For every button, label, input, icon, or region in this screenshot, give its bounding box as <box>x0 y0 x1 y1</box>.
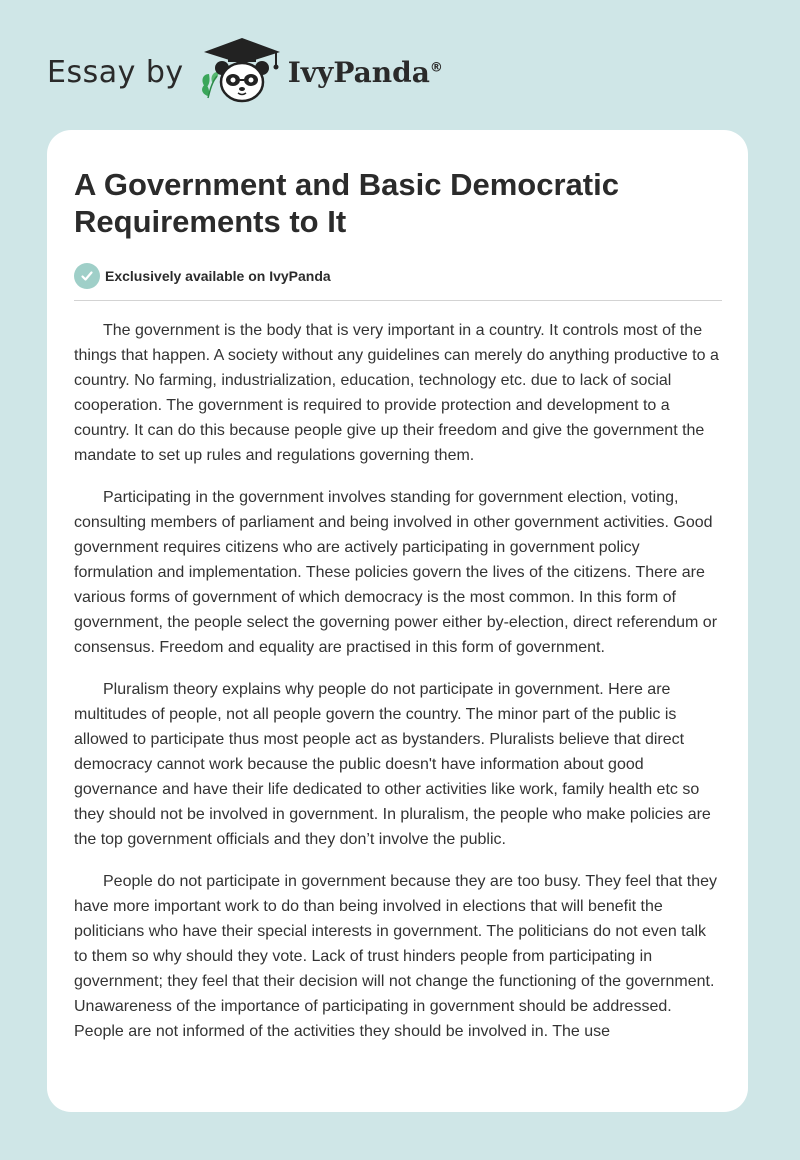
essay-card <box>47 130 748 1112</box>
essay-paragraph: Participating in the government involves standing for government election, voting, consulting members of parliament and being involved in other government activities. Good government requires citizens who are actively participating in government policy formulation and implementation. These policies govern the lives of the citizens. There are various forms of government of which democracy is the most common. In this form of government, the people select the governing power either by-election, direct referendum or consensus. Freedom and equality are practised in this form of government. <box>74 489 718 656</box>
essay-paragraph: People do not participate in government because they are too busy. They feel that they have more important work to do than being involved in elections that will benefit the politicians who have their special interests in government. The politicians do not even talk to them so why should they vote. Lack of trust hinders people from participating in government; they feel that their decision will not change the functioning of the government. Unawareness of the importance of participating in government should be addressed. People are not informed of the activities they should be involved in. The use <box>74 873 718 1040</box>
divider <box>74 300 722 301</box>
registered-mark: ® <box>429 60 443 76</box>
brand-name-text: IvyPanda <box>287 55 430 89</box>
checkmark-circle-icon <box>74 263 100 289</box>
essay-by-label: Essay by <box>47 54 184 90</box>
ivypanda-wordmark <box>288 56 443 89</box>
essay-title: A Government and Basic Democratic Requirements to It <box>74 167 619 239</box>
exclusive-badge <box>74 263 722 289</box>
essay-paragraph: Pluralism theory explains why people do not participate in government. Here are multitudes of people, not all people govern the country. The minor part of the public is allowed to participate thus most people act as bystanders. Pluralists believe that direct democracy cannot work because the public doesn't have information about good governance and have their life dedicated to other activities like work, family health etc so they should not be involved in government. In pluralism, the people who make policies are the top government officials and they don’t involve the public. <box>74 681 711 848</box>
panda-graduate-logo-icon <box>198 36 286 108</box>
exclusive-badge-label: Exclusively available on IvyPanda <box>105 268 331 284</box>
essay-body <box>74 318 722 1044</box>
essay-paragraph: The government is the body that is very important in a country. It controls most of the things that happen. A society without any guidelines can merely do anything productive to a country. No farming, industrialization, education, technology etc. due to lack of social cooperation. The government is required to provide protection and development to a country. It can do this because people give up their freedom and give the government the mandate to set up rules and regulations governing them. <box>74 322 719 464</box>
essay-by-ivypanda-header[interactable] <box>47 36 443 108</box>
